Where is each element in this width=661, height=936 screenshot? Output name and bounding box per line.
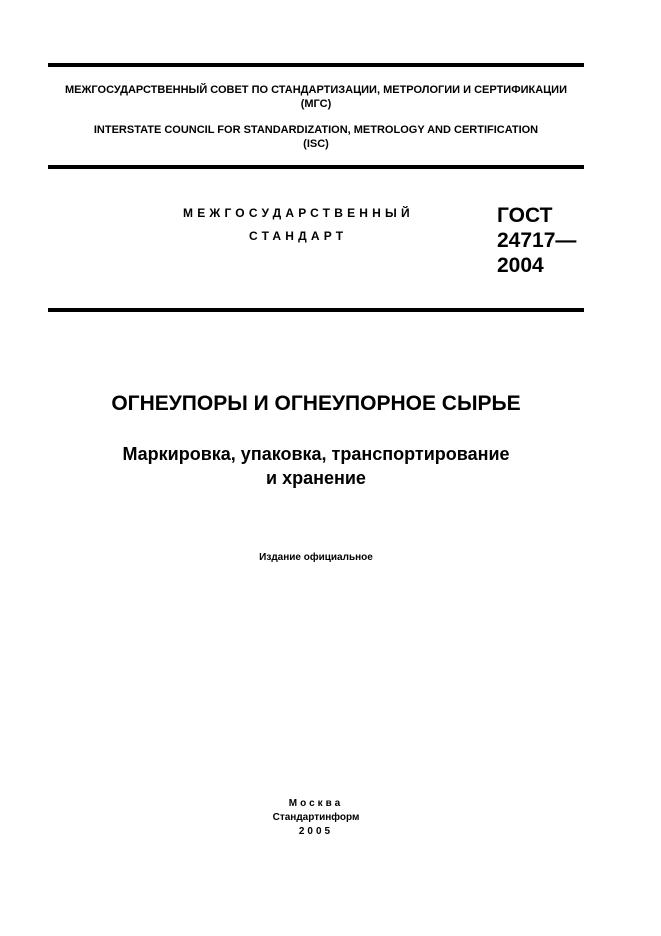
gost-number: 24717— — [497, 229, 577, 252]
publisher-name: Стандартинформ — [272, 812, 360, 823]
header-rule — [48, 165, 584, 169]
gost-year: 2004 — [497, 254, 544, 277]
document-subtitle-line2: и хранение — [266, 468, 366, 488]
designation-rule — [48, 308, 584, 312]
document-subtitle-line1: Маркировка, упаковка, транспортирование — [122, 444, 510, 464]
document-title: ОГНЕУПОРЫ И ОГНЕУПОРНОЕ СЫРЬЕ — [111, 392, 521, 415]
top-rule — [48, 63, 584, 67]
council-en-abbreviation: (ISC) — [303, 138, 329, 150]
publication-city: Москва — [288, 798, 344, 809]
standard-type-label-line1: МЕЖГОСУДАРСТВЕННЫЙ — [183, 206, 414, 220]
edition-note: Издание официальное — [259, 552, 373, 563]
standard-type-label-line2: СТАНДАРТ — [249, 229, 348, 243]
council-en-name: INTERSTATE COUNCIL FOR STANDARDIZATION, METROLOGY AND CERTIFICATION — [93, 124, 539, 136]
council-ru-abbreviation: (МГС) — [300, 98, 332, 110]
gost-designation — [497, 203, 576, 278]
publication-year: 2005 — [298, 826, 334, 837]
gost-prefix: ГОСТ — [497, 204, 553, 227]
council-ru-name: МЕЖГОСУДАРСТВЕННЫЙ СОВЕТ ПО СТАНДАРТИЗАЦИИ, МЕТРОЛОГИИ И СЕРТИФИКАЦИИ — [64, 84, 567, 96]
